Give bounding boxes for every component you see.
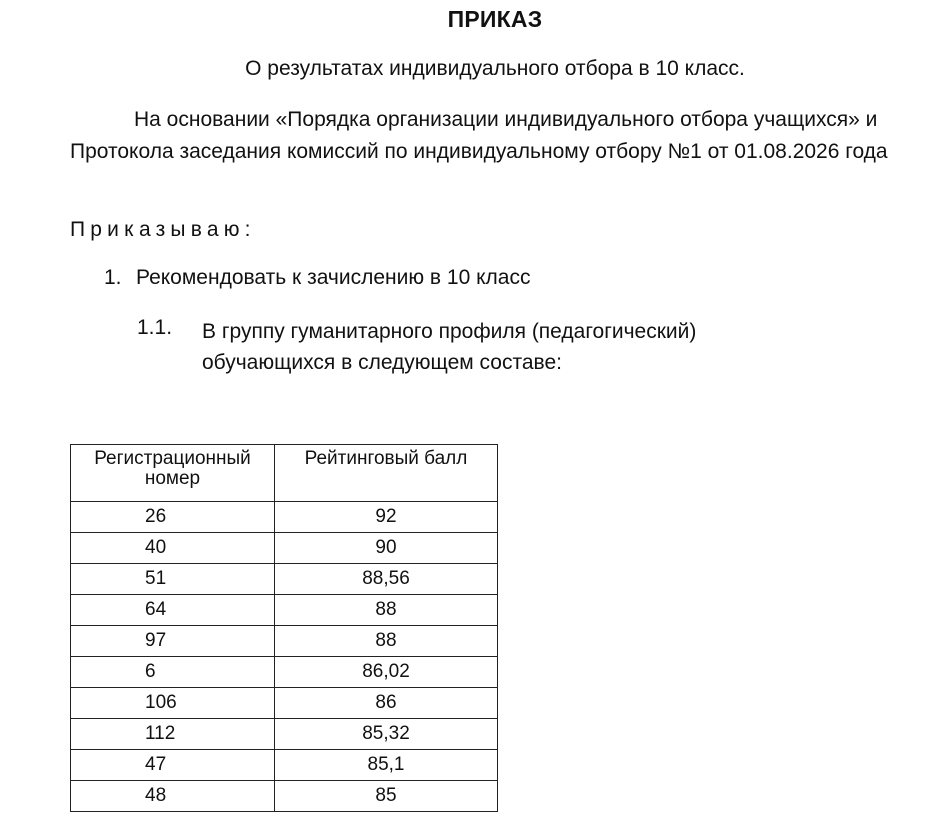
- table-row: [71, 750, 498, 781]
- table-header-row: [71, 445, 498, 502]
- table-row: [71, 781, 498, 812]
- table-row: [71, 502, 498, 533]
- list-item-1: [104, 266, 530, 290]
- rating-score-cell: 88,56: [275, 564, 498, 595]
- registration-number-cell: 97: [71, 626, 275, 657]
- table-row: [71, 719, 498, 750]
- table-row: [71, 657, 498, 688]
- registration-number-cell: 40: [71, 533, 275, 564]
- results-table: [70, 444, 498, 812]
- order-word: Приказываю:: [70, 218, 256, 241]
- document-title: ПРИКАЗ: [447, 6, 543, 32]
- registration-number-cell: 48: [71, 781, 275, 812]
- rating-score-cell: 88: [275, 595, 498, 626]
- rating-score-cell: 86,02: [275, 657, 498, 688]
- rating-score-cell: 86: [275, 688, 498, 719]
- list-item-1-text: Рекомендовать к зачислению в 10 класс: [136, 266, 531, 289]
- registration-number-cell: 6: [71, 657, 275, 688]
- list-item-1-1-number: 1.1.: [137, 316, 173, 339]
- table-row: [71, 533, 498, 564]
- rating-score-cell: 88: [275, 626, 498, 657]
- basis-paragraph: На основании «Порядка организации индивидуального отбора учащихся» и Протокола заседания комиссий по индивидуальному отбору №1 от 01.08.2026 года: [70, 108, 888, 163]
- registration-number-cell: 47: [71, 750, 275, 781]
- registration-number-cell: 26: [71, 502, 275, 533]
- rating-score-cell: 85,32: [275, 719, 498, 750]
- list-item-1-1-text: В группу гуманитарного профиля (педагогический) обучающихся в следующем составе:: [202, 320, 697, 374]
- header-registration-number: Регистрационный номер: [71, 445, 275, 502]
- rating-score-cell: 92: [275, 502, 498, 533]
- list-item-1-number: 1.: [104, 266, 122, 289]
- table-row: [71, 626, 498, 657]
- rating-score-cell: 90: [275, 533, 498, 564]
- rating-score-cell: 85,1: [275, 750, 498, 781]
- registration-number-cell: 106: [71, 688, 275, 719]
- registration-number-cell: 64: [71, 595, 275, 626]
- registration-number-cell: 51: [71, 564, 275, 595]
- rating-score-cell: 85: [275, 781, 498, 812]
- table-row: [71, 595, 498, 626]
- table-row: [71, 688, 498, 719]
- header-rating-score: Рейтинговый балл: [275, 445, 498, 502]
- document-subtitle: О результатах индивидуального отбора в 10 класс.: [245, 57, 745, 80]
- table-row: [71, 564, 498, 595]
- registration-number-cell: 112: [71, 719, 275, 750]
